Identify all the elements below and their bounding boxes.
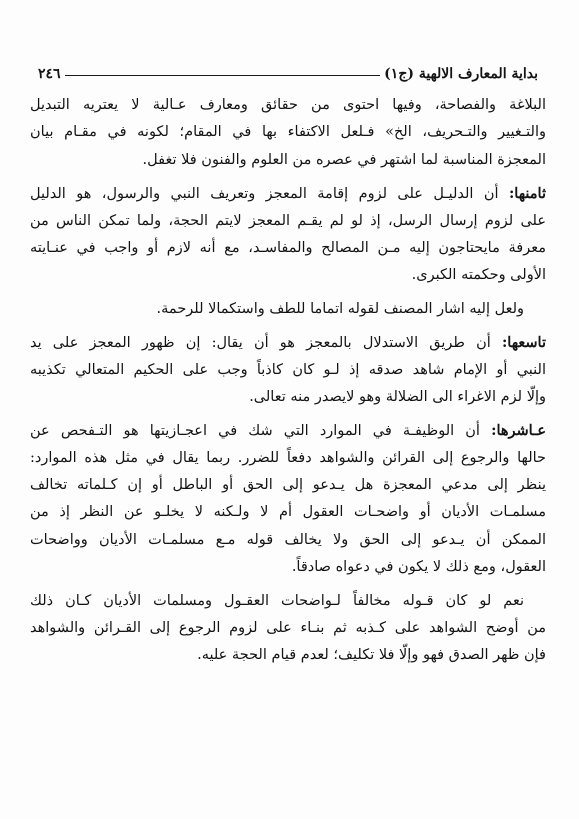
paragraph-3	[30, 296, 546, 323]
paragraph-4	[30, 329, 546, 411]
paragraph-2	[30, 180, 546, 290]
page-header	[30, 64, 546, 84]
text-line: نعم لو كان قـوله مخالفاً لـواضحات العقـول ومسلمات الأديان كـان ذلك	[30, 592, 524, 609]
text-line: الأولى وحكمته الكبرى.	[411, 267, 546, 284]
text-line: العقول، ومع ذلك لا يكون في دعواه صادقاً.	[291, 559, 546, 576]
paragraph-lead: ثامنها:	[508, 185, 546, 203]
paragraph-5	[30, 417, 546, 581]
text-line: النبي أو الإمام شاهد صدقه إذ لـو كان كاذباً وجب على الحكيم المتعالي تكذيبه	[30, 361, 546, 378]
text-line: على لزوم إرسال الرسل، إذ لو لم يقـم المعجز لايتم الحجة، ولما تمكن الناس من	[30, 212, 546, 229]
text-line: من أوضح الشواهد على كـذبه ثم بنـاء على لزوم الرجوع إلى القـرائن والشواهد	[30, 620, 546, 637]
text-line: معرفة مايحتاجون إليه مـن المصالح والمفاسـد، مع أنه لازم أو واجب في عنـايته	[30, 239, 546, 256]
text-line: ينظر إلى مدعي المعجزة هل يـدعو إلى الحق أو الباطل أو إن كـلماته تخالف	[30, 477, 546, 494]
text-line: حالها والرجوع إلى القرائن والشواهد دفعاً للضرر. ربما يقال في مثل هذه الموارد:	[30, 449, 546, 466]
header-rule	[65, 75, 381, 76]
running-title: بداية المعارف الالهية (ج١)	[384, 66, 538, 82]
text-line: المعجزة المناسبة لما اشتهر في عصره من العلوم والفنون فلا تغفل.	[142, 151, 546, 168]
text-line	[30, 180, 546, 207]
paragraph-lead: تاسعها:	[501, 334, 546, 352]
paragraph-lead: عـاشرها:	[491, 422, 546, 440]
text-line: وإلّا لزم الاغراء الى الضلالة وهو لايصدر منه تعالى.	[249, 388, 546, 405]
text-line: ولعل إليه اشار المصنف لقوله اتماما للطف واستكمالا للرحمة.	[156, 300, 524, 317]
text-run: أن الوظيفـة في الموارد التي شك في اعجـازيتها هو التـفحص عن	[30, 423, 492, 440]
text-line: الممكن أن يـدعو إلى الحق ولا يخالف قوله مـع مسلمـات الأديان وواضحات	[30, 531, 546, 548]
text-run: أن طريق الاستدلال بالمعجز هو أن يقال: إن ظهور المعجز على يد	[30, 335, 502, 352]
page-number: ٢٤٦	[38, 66, 61, 82]
paragraph-6	[30, 588, 546, 670]
text-line: البلاغة والفصاحة، وفيها احتوى من حقائق ومعارف عـالية لا يعتريه التبديل	[30, 97, 546, 113]
text-run: أن الدليـل على لزوم إقامة المعجز وتعريف النبي والرسول، هو الدليل	[30, 186, 509, 203]
text-line: مسلمـات الأديان أو واضحـات العقول أم لا ولـكنه لا يخلـو عن النظر إذ من	[30, 504, 546, 521]
paragraph-1	[30, 92, 546, 174]
body-text	[30, 92, 546, 676]
text-line	[30, 417, 546, 444]
text-line: فإن ظهر الصدق فهو وإلّا فلا تكليف؛ لعدم قيام الحجة عليه.	[197, 647, 546, 664]
text-line: والتـغيير والتـحريف، الخ» فـلعل الاكتفاء بها في المقام؛ لكونه في مقـام بيان	[30, 124, 546, 141]
text-line	[30, 329, 546, 356]
